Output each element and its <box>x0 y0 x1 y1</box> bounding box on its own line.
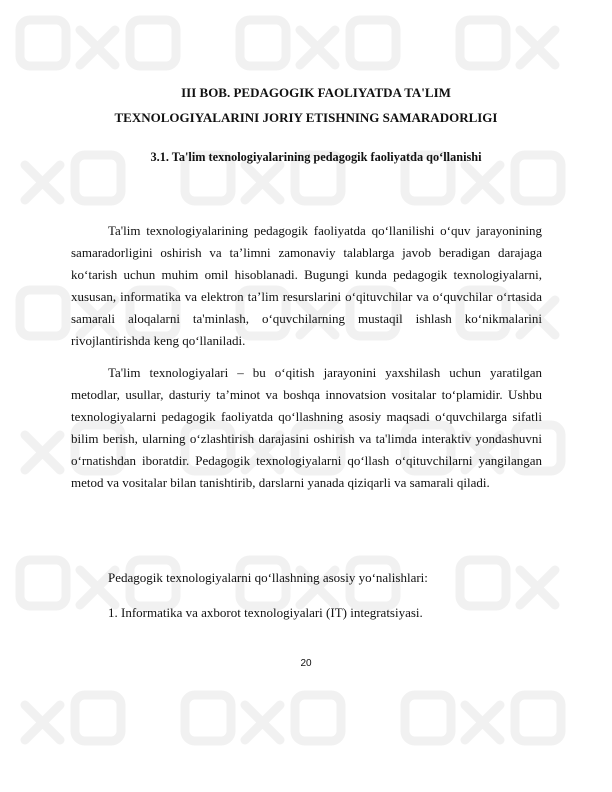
chapter-title-line-1: III BOB. PEDAGOGIK FAOLIYATDA TA'LIM <box>181 85 451 100</box>
section-title: 3.1. Ta'lim texnologiyalarining pedagogik faoliyatda qo‘llanishi <box>150 150 482 164</box>
page-number: 20 <box>300 658 312 669</box>
body-paragraph-1: Ta'lim texnologiyalarining pedagogik faoliyatda qo‘llanilishi o‘quv jarayonining samaradorligini oshirish va ta’limni zamonaviy talablarga javob beradigan darajaga ko‘tarish uchun muhim omil hisoblanadi. Bugungi kunda pedagogik texnologiyalarni, xususan, informatika va elektron ta’lim resurslarini o‘qituvchilar va o‘quvchilar o‘rtasida samarali aloqalarni ta'minlash, o‘quvchilarning mustaqil ishlash ko‘nikmalarini rivojlantirishda keng qo‘llaniladi. <box>71 223 542 348</box>
body-paragraph-2: Ta'lim texnologiyalari – bu o‘qitish jarayonini yaxshilash uchun yaratilgan metodlar, usullar, dasturiy ta’minot va boshqa innovatsion vositalar to‘plamidir. Ushbu texnologiyalarni pedagogik faoliyatda qo‘llashning asosiy maqsadi o‘quvchilarga sifatli bilim berish, ularning o‘zlashtirish darajasini oshirish va ta'limda interaktiv yondashuvni o‘rnatishdan iboratdir. Pedagogik texnologiyalarni qo‘llash o‘qituvchilarni yangilangan metod va vositalar bilan tanishtirib, darslarni yanada qiziqarli va samarali qiladi. <box>71 365 542 490</box>
list-intro-line: Pedagogik texnologiyalarni qo‘llashning asosiy yo‘nalishlari: <box>108 570 428 585</box>
list-item-1: 1. Informatika va axborot texnologiyalari (IT) integratsiyasi. <box>108 605 423 620</box>
chapter-title-line-2: TEXNOLOGIYALARINI JORIY ETISHNING SAMARADORLIGI <box>114 110 498 125</box>
